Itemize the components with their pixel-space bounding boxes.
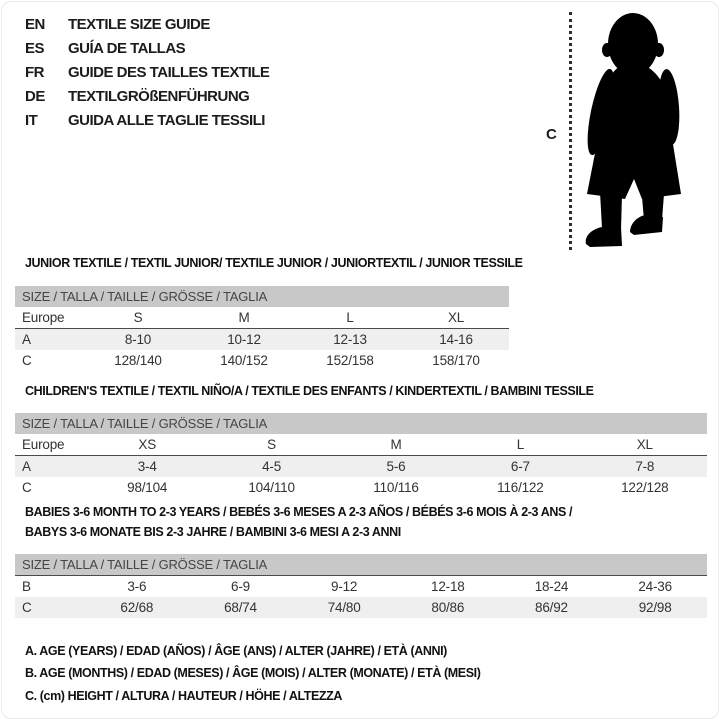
junior-size-table: [15, 286, 509, 371]
size-cell: 14-16: [439, 332, 473, 347]
footnote-a: A. AGE (YEARS) / EDAD (AÑOS) / ÂGE (ANS) / ALTER (JAHRE) / ETÀ (ANNI): [25, 644, 447, 658]
size-header-bar: SIZE / TALLA / TAILLE / GRÖSSE / TAGLIA: [15, 413, 707, 434]
size-cell: L: [516, 437, 525, 452]
table-row: [15, 597, 707, 618]
size-cell: 122/128: [621, 480, 669, 495]
table-row: [15, 477, 707, 498]
footnote-b: B. AGE (MONTHS) / EDAD (MESES) / ÂGE (MOIS) / ALTER (MONATE) / ETÀ (MESI): [25, 666, 481, 681]
size-cell: XL: [447, 310, 465, 325]
size-cell: 62/68: [120, 600, 154, 615]
row-label: B: [22, 579, 31, 594]
size-cell: 7-8: [635, 459, 655, 474]
language-code: EN: [25, 16, 45, 33]
language-title-list: [25, 13, 269, 133]
language-title-row: [25, 61, 269, 85]
row-label: Europe: [22, 437, 65, 452]
language-code: IT: [25, 112, 38, 129]
children-size-table: [15, 413, 707, 498]
size-cell: 74/80: [327, 600, 361, 615]
children-section-title: CHILDREN'S TEXTILE / TEXTIL NIÑO/A / TEXTILE DES ENFANTS / KINDERTEXTIL / BAMBINI TESSILE: [25, 384, 594, 398]
babies-section-title-line2: BABYS 3-6 MONATE BIS 2-3 JAHRE / BAMBINI 3-6 MESI A 2-3 ANNI: [25, 525, 401, 539]
toddler-silhouette-icon: [578, 8, 690, 252]
size-cell: 4-5: [262, 459, 282, 474]
guide-title: GUÍA DE TALLAS: [68, 40, 186, 57]
size-cell: 80/86: [431, 600, 465, 615]
size-cell: 6-9: [231, 579, 250, 594]
size-cell: S: [133, 310, 143, 325]
size-cell: M: [238, 310, 250, 325]
language-code: DE: [25, 88, 45, 105]
language-title-row: [25, 37, 269, 61]
language-title-row: [25, 13, 269, 37]
guide-title: GUIDE DES TAILLES TEXTILE: [68, 64, 270, 81]
table-row: [15, 576, 707, 598]
language-code: ES: [25, 40, 45, 57]
table-row: [15, 350, 509, 371]
size-cell: 18-24: [534, 579, 569, 594]
size-cell: XL: [636, 437, 653, 452]
size-cell: 158/170: [432, 353, 480, 368]
babies-size-table: [15, 554, 707, 618]
guide-title: TEXTILGRÖßENFÜHRUNG: [68, 88, 250, 105]
table-row: [15, 307, 509, 329]
height-measure-line: [569, 12, 572, 250]
babies-section-title-line1: BABIES 3-6 MONTH TO 2-3 YEARS / BEBÉS 3-6 MESES A 2-3 AÑOS / BÉBÉS 3-6 MOIS À 2-3 ANS /: [25, 505, 573, 519]
size-cell: 68/74: [224, 600, 257, 615]
size-cell: 9-12: [331, 579, 358, 594]
language-title-row: [25, 85, 269, 109]
table-row: [15, 456, 707, 478]
size-header-bar: SIZE / TALLA / TAILLE / GRÖSSE / TAGLIA: [15, 286, 509, 307]
size-cell: 152/158: [326, 353, 374, 368]
row-label: A: [22, 459, 31, 474]
guide-title: TEXTILE SIZE GUIDE: [68, 16, 210, 33]
size-cell: 3-4: [137, 459, 157, 474]
size-cell: 104/110: [248, 480, 295, 495]
footnotes: [25, 640, 481, 707]
row-label: C: [22, 480, 32, 495]
junior-section-title: JUNIOR TEXTILE / TEXTIL JUNIOR/ TEXTILE JUNIOR / JUNIORTEXTIL / JUNIOR TESSILE: [25, 256, 523, 270]
size-header-bar: SIZE / TALLA / TAILLE / GRÖSSE / TAGLIA: [15, 554, 707, 575]
size-cell: 12-13: [333, 332, 367, 347]
language-code: FR: [25, 64, 44, 81]
size-cell: 10-12: [227, 332, 261, 347]
size-cell: 110/116: [373, 480, 419, 495]
size-cell: 24-36: [638, 579, 672, 594]
size-cell: L: [346, 310, 354, 325]
size-cell: 116/122: [497, 480, 544, 495]
size-cell: S: [267, 437, 276, 452]
table-row: [15, 329, 509, 351]
row-label: C: [22, 600, 32, 615]
size-cell: 12-18: [431, 579, 465, 594]
size-cell: 92/98: [638, 600, 672, 615]
size-cell: 8-10: [124, 332, 152, 347]
size-cell: M: [390, 437, 402, 452]
size-cell: 140/152: [220, 353, 268, 368]
size-cell: 3-6: [127, 579, 147, 594]
height-measure-label: C: [546, 126, 557, 143]
table-row: [15, 434, 707, 456]
footnote-c: C. (cm) HEIGHT / ALTURA / HAUTEUR / HÖHE / ALTEZZA: [25, 688, 343, 703]
row-label: A: [22, 332, 31, 347]
guide-title: GUIDA ALLE TAGLIE TESSILI: [68, 112, 265, 129]
size-cell: 86/92: [535, 600, 568, 615]
row-label: C: [22, 353, 32, 368]
size-cell: 128/140: [114, 353, 162, 368]
size-cell: XS: [138, 437, 156, 452]
size-cell: 5-6: [386, 459, 406, 474]
size-cell: 6-7: [510, 459, 530, 474]
language-title-row: [25, 109, 269, 133]
size-cell: 98/104: [127, 480, 168, 495]
row-label: Europe: [22, 310, 65, 325]
